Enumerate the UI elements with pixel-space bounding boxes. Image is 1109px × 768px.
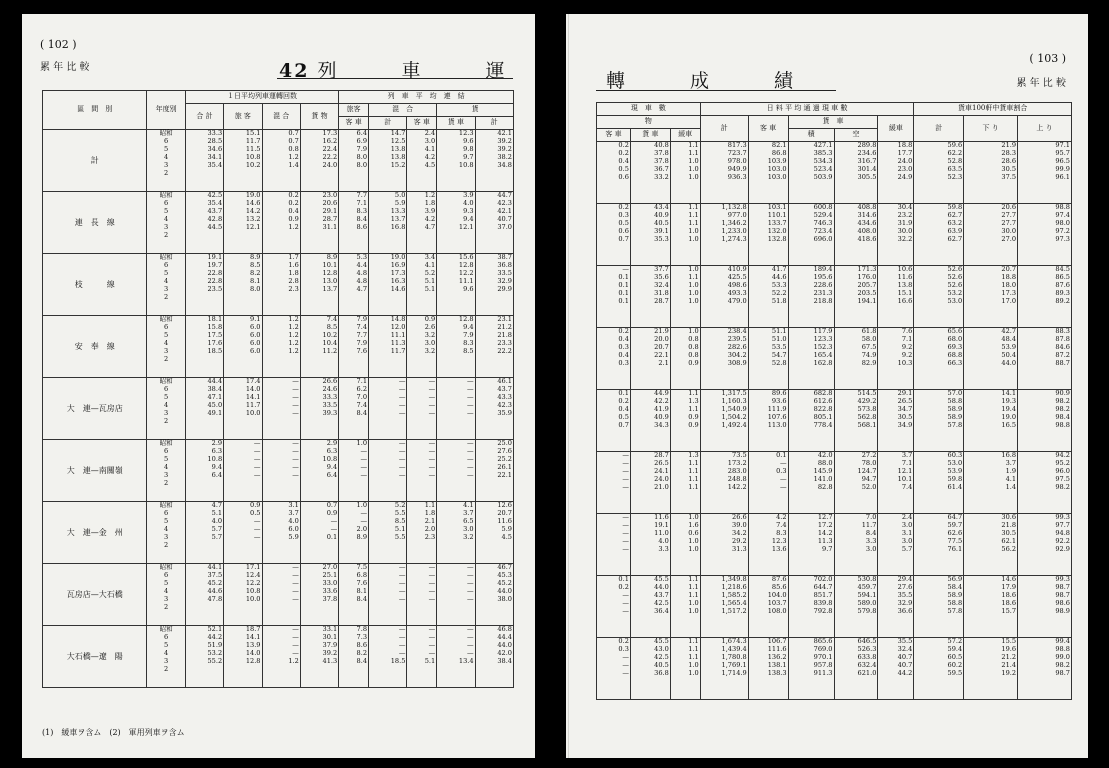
value-cell: 61.8 58.0 67.5 74.9 82.9 [834, 328, 878, 390]
value-cell: 646.5 526.3 633.8 632.4 621.0 [834, 638, 878, 700]
value-cell: 18.1 15.8 17.5 17.6 18.5 [185, 316, 223, 378]
header-daily: １日平均列車運轉回数 [185, 91, 338, 104]
value-cell: 57.0 58.8 58.9 58.9 57.8 [914, 390, 964, 452]
value-cell: 1.2 1.8 3.9 4.2 4.7 [407, 192, 437, 254]
value-cell: 9.1 6.0 6.0 6.0 6.0 [224, 316, 262, 378]
value-cell: 817.3 723.7 978.0 949.9 936.3 [700, 142, 748, 204]
value-cell: 1.0 — — — — [339, 440, 369, 502]
value-cell: 20.6 27.7 27.7 30.0 27.0 [964, 204, 1018, 266]
value-cell: 2.9 6.3 10.8 9.4 6.4 [300, 440, 338, 502]
value-cell: 90.9 98.2 98.2 98.4 98.8 [1018, 390, 1072, 452]
left-data-table [42, 90, 514, 688]
title-rule [596, 90, 836, 91]
table-row [597, 638, 1072, 700]
header-col: 積 [788, 129, 834, 142]
value-cell: 1.2 1.2 1.2 1.2 1.2 [262, 316, 300, 378]
table-row [43, 564, 514, 626]
header-col: 旅客 [339, 104, 369, 117]
table-row [43, 440, 514, 502]
right-page [566, 14, 1088, 758]
section-name: 大石橋—遼 陽 [43, 626, 147, 688]
value-cell: 7.0 11.7 8.4 3.3 3.0 [834, 514, 878, 576]
value-cell: — — — — — [437, 440, 475, 502]
value-cell: 2.9 6.3 10.8 9.4 6.4 [185, 440, 223, 502]
value-cell: 1.0 1.6 0.6 1.0 1.0 [670, 514, 700, 576]
page-number: ( 103 ) [1029, 52, 1066, 65]
header-col: 旅 客 [224, 104, 262, 130]
value-cell: 40.8 37.8 37.8 36.7 33.2 [630, 142, 670, 204]
value-cell: 28.7 26.5 24.1 24.0 21.0 [630, 452, 670, 514]
header-col: 物 [597, 116, 701, 129]
section-name: 大 連—南關嶺 [43, 440, 147, 502]
year-cell: 昭和 6 5 4 3 2 [147, 626, 185, 688]
value-cell: — — — — — [369, 564, 407, 626]
header-col: 緩車 [878, 116, 914, 142]
value-cell: — — — — — [407, 440, 437, 502]
value-cell: 0.1 0.2 — — — [597, 576, 631, 638]
value-cell: — — — — 13.4 [437, 626, 475, 688]
value-cell: 1.1 1.8 2.1 2.0 2.3 [407, 502, 437, 564]
footnote: (1) 緩車ヲ含ム (2) 軍用列車ヲ含ム [42, 728, 185, 737]
value-cell: 98.8 97.4 98.0 97.2 97.3 [1018, 204, 1072, 266]
value-cell: 15.6 12.8 12.2 11.1 9.6 [437, 254, 475, 316]
value-cell: 60.3 53.0 53.9 59.8 61.4 [914, 452, 964, 514]
value-cell: 15.5 19.6 21.2 21.4 19.2 [964, 638, 1018, 700]
header-col: 下 り [964, 116, 1018, 142]
value-cell: 27.0 25.1 33.0 33.6 37.8 [300, 564, 338, 626]
value-cell: 14.6 17.9 18.6 18.6 15.7 [964, 576, 1018, 638]
value-cell: 4.1 3.7 6.5 3.0 3.2 [437, 502, 475, 564]
header-col: 貨 車 [788, 116, 878, 129]
header-avg: 列 車 平 均 連 結 [339, 91, 514, 104]
value-cell: 865.6 769.0 970.1 957.8 911.3 [788, 638, 834, 700]
value-cell: 1.0 — — 2.0 8.9 [339, 502, 369, 564]
value-cell: 45.5 44.0 43.7 42.5 36.4 [630, 576, 670, 638]
year-cell: 昭和 6 5 4 3 2 [147, 254, 185, 316]
year-cell: 昭和 6 5 4 3 2 [147, 130, 185, 192]
value-cell: 44.7 42.3 42.1 40.7 37.0 [475, 192, 513, 254]
value-cell: 17.3 16.2 22.4 22.2 24.0 [300, 130, 338, 192]
value-cell: 33.1 30.1 37.9 39.2 41.3 [300, 626, 338, 688]
header-col: 上 り [1018, 116, 1072, 142]
value-cell: 238.4 239.5 282.6 304.2 308.9 [700, 328, 748, 390]
value-cell: 26.6 39.0 34.2 29.2 31.3 [700, 514, 748, 576]
value-cell: 52.1 44.2 51.9 53.2 55.2 [185, 626, 223, 688]
page-title: 轉 成 績 [606, 70, 796, 92]
value-cell: 427.1 385.3 534.3 523.4 503.9 [788, 142, 834, 204]
value-cell: 46.1 43.7 43.3 42.3 35.9 [475, 378, 513, 440]
header-group: 現 車 數 [597, 103, 701, 116]
value-cell: — — — — — [407, 564, 437, 626]
value-cell: 45.5 43.0 42.5 40.5 36.8 [630, 638, 670, 700]
value-cell: 1,349.8 1,218.6 1,585.2 1,565.4 1,517.2 [700, 576, 748, 638]
section-name: 枝 線 [43, 254, 147, 316]
value-cell: 2.4 3.0 4.1 4.2 4.5 [407, 130, 437, 192]
header-col: 混 合 [262, 104, 300, 130]
value-cell: 1.1 1.1 1.0 1.0 1.0 [670, 142, 700, 204]
value-cell: 7.4 8.5 10.2 10.4 11.2 [300, 316, 338, 378]
value-cell: 408.8 314.6 434.6 408.0 418.6 [834, 204, 878, 266]
value-cell: 18.8 17.7 24.0 23.0 24.9 [878, 142, 914, 204]
running-head: 累 年 比 較 [1016, 78, 1066, 89]
value-cell: 1,132.8 977.0 1,346.2 1,233.0 1,274.3 [700, 204, 748, 266]
value-cell: 14.1 19.3 19.4 19.0 16.5 [964, 390, 1018, 452]
value-cell: 84.5 86.5 87.6 89.3 89.2 [1018, 266, 1072, 328]
value-cell: 38.7 36.8 33.5 32.9 29.9 [475, 254, 513, 316]
value-cell: 19.1 19.7 22.8 22.8 23.5 [185, 254, 223, 316]
value-cell: 0.9 0.5 — — — [224, 502, 262, 564]
value-cell: 0.2 0.2 0.4 0.9 1.2 [262, 192, 300, 254]
title-text: 列 車 運 [317, 60, 507, 82]
value-cell: 87.6 85.6 104.0 103.7 108.0 [748, 576, 788, 638]
header-col: 客 車 [597, 129, 631, 142]
value-cell: 41.7 44.6 53.3 52.2 51.8 [748, 266, 788, 328]
table-row [597, 514, 1072, 576]
header-col: 計 [914, 116, 964, 142]
value-cell: 12.6 20.7 11.6 5.9 4.5 [475, 502, 513, 564]
value-cell: 7.7 7.1 8.3 8.4 8.6 [339, 192, 369, 254]
year-cell: 昭和 6 5 4 3 2 [147, 316, 185, 378]
value-cell: 514.5 429.2 573.8 562.8 568.1 [834, 390, 878, 452]
header-col: 客 車 [407, 117, 437, 130]
value-cell: 2.4 3.0 3.1 3.0 5.7 [878, 514, 914, 576]
value-cell: — — — — — [597, 514, 631, 576]
header-section: 區 間 別 [43, 91, 147, 130]
year-cell: 昭和 6 5 4 3 2 [147, 564, 185, 626]
value-cell: 26.6 24.6 33.3 33.5 39.3 [300, 378, 338, 440]
value-cell: 702.0 644.7 851.7 839.8 792.8 [788, 576, 834, 638]
value-cell: 682.8 612.6 822.8 805.1 778.4 [788, 390, 834, 452]
value-cell: 29.1 26.5 34.7 30.5 34.9 [878, 390, 914, 452]
value-cell: 46.7 45.3 45.2 44.0 38.0 [475, 564, 513, 626]
value-cell: 8.9 8.5 8.2 8.1 8.0 [224, 254, 262, 316]
table-number: 42 [279, 60, 310, 82]
header-col: 貨 車 [437, 117, 475, 130]
value-cell: — — — — — [262, 564, 300, 626]
value-cell: 44.4 38.4 47.1 45.0 49.1 [185, 378, 223, 440]
value-cell: 23.1 21.2 21.8 23.3 22.2 [475, 316, 513, 378]
value-cell: 12.8 9.4 7.9 8.3 8.5 [437, 316, 475, 378]
table-row [597, 266, 1072, 328]
value-cell: 1.7 1.6 1.8 2.8 2.3 [262, 254, 300, 316]
section-name: 瓦房店—大石橋 [43, 564, 147, 626]
value-cell: 0.1 — 0.3 — — [748, 452, 788, 514]
value-cell: 29.4 27.6 35.5 32.9 36.6 [878, 576, 914, 638]
value-cell: 14.7 12.5 13.8 13.8 15.2 [369, 130, 407, 192]
value-cell: 4.2 7.4 8.3 12.3 13.6 [748, 514, 788, 576]
table-row [597, 328, 1072, 390]
value-cell: 7.6 7.1 9.2 9.2 10.3 [878, 328, 914, 390]
year-cell: 昭和 6 5 4 3 2 [147, 378, 185, 440]
table-row [43, 502, 514, 564]
value-cell: 3.7 7.1 12.1 10.1 7.4 [878, 452, 914, 514]
table-row [43, 316, 514, 378]
value-cell: 3.4 4.1 5.2 5.1 5.1 [407, 254, 437, 316]
header-col: 貨 物 [300, 104, 338, 130]
value-cell: — — — — — [224, 440, 262, 502]
value-cell: 3.1 3.7 4.0 6.0 5.9 [262, 502, 300, 564]
header-col: 計 [700, 116, 748, 142]
value-cell: — — — — — [262, 378, 300, 440]
value-cell: 99.4 98.8 99.0 98.2 98.7 [1018, 638, 1072, 700]
section-name: 大 連—瓦房店 [43, 378, 147, 440]
value-cell: — 0.1 0.1 0.1 0.1 [597, 266, 631, 328]
value-cell: 410.9 425.5 498.6 493.3 479.0 [700, 266, 748, 328]
header-group: 日 料 平 均 通 過 現 車 數 [700, 103, 914, 116]
header-col: 計 [369, 117, 407, 130]
value-cell: 106.7 111.6 136.2 138.1 138.3 [748, 638, 788, 700]
value-cell: 3.9 4.0 9.3 9.4 12.1 [437, 192, 475, 254]
header-col: 客 車 [339, 117, 369, 130]
value-cell: 30.6 21.8 30.5 62.1 56.2 [964, 514, 1018, 576]
header-col: 貨 車 [630, 129, 670, 142]
value-cell: 5.2 5.5 8.5 5.1 5.5 [369, 502, 407, 564]
year-cell: 昭和 6 5 4 3 2 [147, 502, 185, 564]
value-cell: 1,317.5 1,160.3 1,540.9 1,504.2 1,492.4 [700, 390, 748, 452]
header-col: 混 合 [369, 104, 437, 117]
value-cell: 189.4 195.6 228.6 231.3 218.8 [788, 266, 834, 328]
value-cell: 14.8 12.0 11.1 11.3 11.7 [369, 316, 407, 378]
value-cell: — — — — — [369, 440, 407, 502]
value-cell: — — — — — [597, 452, 631, 514]
section-name: 計 [43, 130, 147, 192]
table-row [43, 626, 514, 688]
value-cell: 42.7 48.4 53.9 50.4 44.0 [964, 328, 1018, 390]
value-cell: 4.7 5.1 4.0 5.7 5.7 [185, 502, 223, 564]
value-cell: 15.1 11.7 11.5 10.8 10.2 [224, 130, 262, 192]
right-data-table [596, 102, 1072, 700]
value-cell: 25.0 27.6 25.2 26.1 22.1 [475, 440, 513, 502]
value-cell: 88.3 87.8 84.6 87.2 88.7 [1018, 328, 1072, 390]
table-row [597, 576, 1072, 638]
value-cell: 7.5 6.8 7.6 8.1 8.4 [339, 564, 369, 626]
value-cell: 1.1 1.1 1.1 1.0 1.0 [670, 638, 700, 700]
value-cell: 56.9 58.4 58.9 58.8 57.8 [914, 576, 964, 638]
value-cell: 117.9 123.3 152.3 165.4 162.8 [788, 328, 834, 390]
value-cell: 17.4 14.0 14.1 11.7 10.0 [224, 378, 262, 440]
value-cell: 600.8 529.4 746.3 723.4 696.0 [788, 204, 834, 266]
value-cell: 65.6 68.0 69.3 68.8 66.3 [914, 328, 964, 390]
value-cell: 42.1 39.2 39.2 38.2 34.8 [475, 130, 513, 192]
header-col: 合 計 [185, 104, 223, 130]
value-cell: 35.5 32.4 40.7 40.7 44.2 [878, 638, 914, 700]
value-cell: 0.2 0.3 — — — [597, 638, 631, 700]
value-cell: 0.9 2.6 3.2 3.0 3.2 [407, 316, 437, 378]
value-cell: 0.7 0.9 — — 0.1 [300, 502, 338, 564]
value-cell: 21.9 20.0 20.7 22.1 2.1 [630, 328, 670, 390]
value-cell: 44.1 37.5 45.2 44.6 47.8 [185, 564, 223, 626]
value-cell: 19.0 14.6 14.2 13.2 12.1 [224, 192, 262, 254]
value-cell: 1.1 1.3 1.1 0.9 0.9 [670, 390, 700, 452]
value-cell: 37.7 35.6 32.4 31.8 28.7 [630, 266, 670, 328]
value-cell: 0.2 0.2 0.4 0.5 0.6 [597, 142, 631, 204]
value-cell: 8.9 10.1 12.8 13.0 13.7 [300, 254, 338, 316]
value-cell: 59.8 62.7 63.2 63.9 62.7 [914, 204, 964, 266]
value-cell: 7.9 7.4 7.7 7.9 7.6 [339, 316, 369, 378]
title-rule [277, 78, 513, 79]
page-edge [568, 14, 569, 758]
value-cell: 171.3 176.0 205.7 203.5 194.1 [834, 266, 878, 328]
value-cell: 0.2 0.3 0.5 0.6 0.7 [597, 204, 631, 266]
value-cell: 82.1 86.8 103.9 103.0 103.0 [748, 142, 788, 204]
value-cell: 64.7 59.7 62.6 77.5 76.1 [914, 514, 964, 576]
table-row [597, 390, 1072, 452]
value-cell: 94.2 95.2 96.0 97.5 98.2 [1018, 452, 1072, 514]
value-cell: 57.2 59.4 60.5 60.2 59.5 [914, 638, 964, 700]
value-cell: 10.6 11.6 13.8 15.1 16.6 [878, 266, 914, 328]
value-cell: — — — — — [407, 378, 437, 440]
value-cell: — — — — 5.1 [407, 626, 437, 688]
value-cell: 46.8 44.4 44.0 42.0 38.4 [475, 626, 513, 688]
header-group: 貨車100軒中貨車割合 [914, 103, 1072, 116]
section-name: 連 長 線 [43, 192, 147, 254]
value-cell: 23.0 20.6 29.1 28.7 31.1 [300, 192, 338, 254]
value-cell: 1,674.3 1,439.4 1,780.8 1,769.1 1,714.9 [700, 638, 748, 700]
value-cell: 5.3 4.4 4.8 4.8 4.7 [339, 254, 369, 316]
value-cell: 0.1 0.2 0.4 0.5 0.7 [597, 390, 631, 452]
value-cell: 12.3 9.6 9.8 9.7 10.8 [437, 130, 475, 192]
value-cell: 1.0 1.1 1.0 1.0 1.0 [670, 266, 700, 328]
header-col: 計 [475, 117, 513, 130]
value-cell: 89.6 93.6 111.9 107.6 113.0 [748, 390, 788, 452]
value-cell: 1.1 1.1 1.1 1.0 1.0 [670, 576, 700, 638]
running-head: 累 年 比 較 [40, 62, 90, 73]
value-cell: 1.1 1.1 1.1 1.0 1.0 [670, 204, 700, 266]
value-cell: 5.0 5.9 13.3 13.7 16.8 [369, 192, 407, 254]
value-cell: 7.8 7.3 8.6 8.2 8.4 [339, 626, 369, 688]
value-cell: 17.1 12.4 12.2 10.8 10.0 [224, 564, 262, 626]
section-name: 安 奉 線 [43, 316, 147, 378]
value-cell: 103.1 110.1 133.7 132.0 132.8 [748, 204, 788, 266]
value-cell: 59.6 62.2 52.8 63.5 52.3 [914, 142, 964, 204]
page-number: ( 102 ) [40, 38, 77, 51]
value-cell: — — — — 1.2 [262, 626, 300, 688]
value-cell: — — — — — [437, 564, 475, 626]
value-cell: 20.7 18.8 18.0 17.3 17.0 [964, 266, 1018, 328]
table-row [597, 204, 1072, 266]
value-cell: 21.9 28.3 28.6 30.5 37.5 [964, 142, 1018, 204]
value-cell: 97.1 95.7 96.5 99.9 96.1 [1018, 142, 1072, 204]
value-cell: 7.1 6.2 7.0 7.4 8.4 [339, 378, 369, 440]
value-cell: 11.6 19.1 11.0 4.0 3.3 [630, 514, 670, 576]
value-cell: 43.4 40.9 40.5 39.1 35.3 [630, 204, 670, 266]
value-cell: 42.5 35.4 43.7 42.8 44.5 [185, 192, 223, 254]
value-cell: 42.0 88.0 145.9 141.0 82.8 [788, 452, 834, 514]
left-page [22, 14, 535, 758]
table-row [43, 192, 514, 254]
year-cell: 昭和 6 5 4 3 2 [147, 192, 185, 254]
value-cell: — — — — 18.5 [369, 626, 407, 688]
value-cell: 1.0 0.8 0.8 0.8 0.9 [670, 328, 700, 390]
value-cell: 52.6 52.6 52.6 53.2 53.0 [914, 266, 964, 328]
table-row [43, 254, 514, 316]
value-cell: 16.8 3.7 1.9 4.1 1.4 [964, 452, 1018, 514]
header-col: 貨 [437, 104, 514, 117]
value-cell: — — — — — [369, 378, 407, 440]
section-name: 大 連—金 州 [43, 502, 147, 564]
value-cell: 289.8 234.6 316.7 301.4 305.5 [834, 142, 878, 204]
value-cell: 73.5 173.2 283.0 248.8 142.2 [700, 452, 748, 514]
value-cell: 51.1 51.0 53.5 54.7 52.8 [748, 328, 788, 390]
value-cell: 30.4 23.2 31.9 30.0 32.2 [878, 204, 914, 266]
value-cell: 19.0 16.9 17.3 16.3 14.6 [369, 254, 407, 316]
value-cell: 12.7 17.2 14.2 11.3 9.7 [788, 514, 834, 576]
value-cell: — — — — — [437, 378, 475, 440]
table-row [597, 452, 1072, 514]
table-row [597, 142, 1072, 204]
value-cell: 530.8 459.7 594.1 589.0 579.8 [834, 576, 878, 638]
value-cell: 99.3 98.7 98.7 98.6 98.9 [1018, 576, 1072, 638]
value-cell: 18.7 14.1 13.9 14.0 12.8 [224, 626, 262, 688]
header-year: 年度別 [147, 91, 185, 130]
value-cell: 1.3 1.1 1.1 1.1 1.1 [670, 452, 700, 514]
value-cell: — — — — — [262, 440, 300, 502]
value-cell: 6.4 6.9 7.9 8.0 8.0 [339, 130, 369, 192]
header-col: 空 [834, 129, 878, 142]
value-cell: 0.2 0.4 0.3 0.4 0.3 [597, 328, 631, 390]
value-cell: 44.9 42.2 41.9 40.9 34.3 [630, 390, 670, 452]
value-cell: 27.2 78.0 124.7 94.7 52.0 [834, 452, 878, 514]
header-col: 客 車 [748, 116, 788, 142]
table-row [43, 130, 514, 192]
value-cell: 0.7 0.7 0.8 1.2 1.4 [262, 130, 300, 192]
table-row [43, 378, 514, 440]
header-col: 緩車 [670, 129, 700, 142]
value-cell: 33.3 28.5 34.6 34.1 35.4 [185, 130, 223, 192]
year-cell: 昭和 6 5 4 3 2 [147, 440, 185, 502]
value-cell: 99.3 97.7 94.8 92.2 92.9 [1018, 514, 1072, 576]
